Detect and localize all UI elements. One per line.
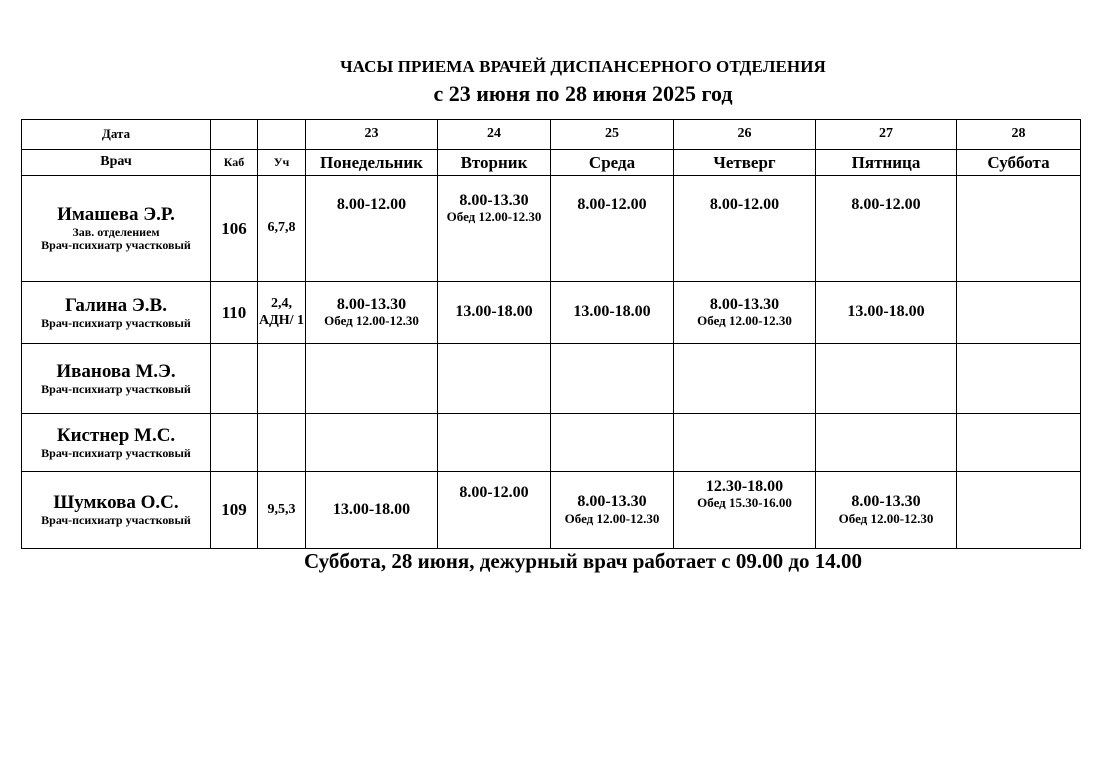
lunch-note: Обед 15.30-16.00 xyxy=(697,495,792,511)
schedule-time: 13.00-18.00 xyxy=(332,500,411,518)
schedule-cell xyxy=(957,282,1081,344)
doctor-name: Имашева Э.Р. xyxy=(57,203,175,225)
header-day: Среда xyxy=(551,150,674,176)
schedule-cell xyxy=(551,282,674,344)
doctor-name: Иванова М.Э. xyxy=(56,360,176,382)
schedule-cell xyxy=(957,176,1081,282)
schedule-cell xyxy=(306,176,438,282)
header-day: Суббота xyxy=(957,150,1081,176)
schedule-cell xyxy=(816,414,957,472)
schedule-cell xyxy=(551,176,674,282)
schedule-time: 8.00-12.00 xyxy=(459,484,529,501)
district-cell: 9,5,3 xyxy=(258,472,306,549)
table-row xyxy=(22,176,1081,282)
header-uch-label: Уч xyxy=(258,150,306,176)
schedule-time: 13.00-18.00 xyxy=(847,303,925,321)
header-day: Вторник xyxy=(438,150,551,176)
schedule-cell xyxy=(438,344,551,414)
schedule-cell xyxy=(674,414,816,472)
schedule-cell xyxy=(306,472,438,549)
schedule-cell xyxy=(438,472,551,549)
header-date: 27 xyxy=(816,120,957,150)
schedule-cell xyxy=(816,344,957,414)
doctor-cell xyxy=(22,176,211,282)
schedule-time: 8.00-13.30 xyxy=(577,493,647,511)
doctor-name: Галина Э.В. xyxy=(65,294,167,316)
doctor-cell xyxy=(22,282,211,344)
lunch-note: Обед 12.00-12.30 xyxy=(324,313,419,329)
schedule-cell xyxy=(306,282,438,344)
doctor-role: Врач-психиатр участковый xyxy=(41,238,191,253)
table-row xyxy=(22,414,1081,472)
schedule-cell xyxy=(674,344,816,414)
doctor-cell xyxy=(22,344,211,414)
cabinet-cell xyxy=(211,414,258,472)
header-cab-label: Каб xyxy=(211,150,258,176)
header-date-row xyxy=(22,120,1081,150)
schedule-cell xyxy=(816,282,957,344)
schedule-time: 8.00-12.00 xyxy=(577,196,647,213)
doctor-cell xyxy=(22,414,211,472)
schedule-cell xyxy=(957,472,1081,549)
schedule-cell xyxy=(816,176,957,282)
header-days-row xyxy=(22,150,1081,176)
schedule-cell xyxy=(551,472,674,549)
header-date: 24 xyxy=(438,120,551,150)
doctor-name: Шумкова О.С. xyxy=(53,492,179,514)
schedule-cell xyxy=(674,176,816,282)
cabinet-cell: 109 xyxy=(211,472,258,549)
schedule-cell xyxy=(551,414,674,472)
header-doctor-label: Врач xyxy=(22,150,211,176)
lunch-note: Обед 12.00-12.30 xyxy=(697,313,792,329)
schedule-table xyxy=(21,119,1081,549)
schedule-time: 13.00-18.00 xyxy=(455,303,533,321)
district-cell: 2,4, АДН/ 1 xyxy=(258,282,306,344)
schedule-time: 12.30-18.00 xyxy=(705,478,784,495)
header-empty-cell xyxy=(258,120,306,150)
header-date: 25 xyxy=(551,120,674,150)
cabinet-cell xyxy=(211,344,258,414)
table-row xyxy=(22,344,1081,414)
schedule-cell xyxy=(438,176,551,282)
header-date-label: Дата xyxy=(22,120,211,150)
schedule-cell xyxy=(957,414,1081,472)
lunch-note: Обед 12.00-12.30 xyxy=(564,510,660,526)
schedule-time: 8.00-12.00 xyxy=(336,196,407,213)
schedule-time: 13.00-18.00 xyxy=(573,303,651,321)
page-title: ЧАСЫ ПРИЕМА ВРАЧЕЙ ДИСПАНСЕРНОГО ОТДЕЛЕНИЯ xyxy=(340,57,826,76)
table-row xyxy=(22,472,1081,549)
doctor-name: Кистнер М.С. xyxy=(56,424,176,446)
schedule-time: 8.00-12.00 xyxy=(709,196,780,213)
header-day: Четверг xyxy=(674,150,816,176)
district-cell xyxy=(258,414,306,472)
schedule-cell xyxy=(306,344,438,414)
schedule-cell xyxy=(816,472,957,549)
schedule-time: 8.00-12.00 xyxy=(851,196,921,213)
cabinet-cell: 106 xyxy=(211,176,258,282)
header-empty-cell xyxy=(211,120,258,150)
schedule-cell xyxy=(306,414,438,472)
duty-doctor-note: Суббота, 28 июня, дежурный врач работает с 09.00 до 14.00 xyxy=(304,549,862,573)
lunch-note: Обед 12.00-12.30 xyxy=(838,510,934,526)
header-date: 26 xyxy=(674,120,816,150)
doctor-role: Врач-психиатр участковый xyxy=(41,513,191,528)
doctor-cell xyxy=(22,472,211,549)
header-date: 28 xyxy=(957,120,1081,150)
table-row xyxy=(22,282,1081,344)
schedule-cell xyxy=(674,472,816,549)
district-cell: 6,7,8 xyxy=(258,176,306,282)
schedule-cell xyxy=(438,282,551,344)
doctor-role: Врач-психиатр участковый xyxy=(41,381,191,396)
header-day: Понедельник xyxy=(306,150,438,176)
page-subtitle: с 23 июня по 28 июня 2025 год xyxy=(433,81,733,106)
lunch-note: Обед 12.00-12.30 xyxy=(446,209,542,225)
schedule-time: 8.00-13.30 xyxy=(709,295,780,313)
district-cell xyxy=(258,344,306,414)
schedule-time: 8.00-13.30 xyxy=(851,493,921,511)
doctor-position: Зав. отделением xyxy=(72,224,160,239)
doctor-role: Врач-психиатр участковый xyxy=(41,315,191,330)
header-day: Пятница xyxy=(816,150,957,176)
cabinet-cell: 110 xyxy=(211,282,258,344)
schedule-time: 8.00-13.30 xyxy=(459,192,529,209)
header-date: 23 xyxy=(306,120,438,150)
schedule-cell xyxy=(957,344,1081,414)
schedule-cell xyxy=(674,282,816,344)
schedule-cell xyxy=(438,414,551,472)
schedule-time: 8.00-13.30 xyxy=(336,295,407,313)
doctor-role: Врач-психиатр участковый xyxy=(41,445,191,460)
schedule-cell xyxy=(551,344,674,414)
